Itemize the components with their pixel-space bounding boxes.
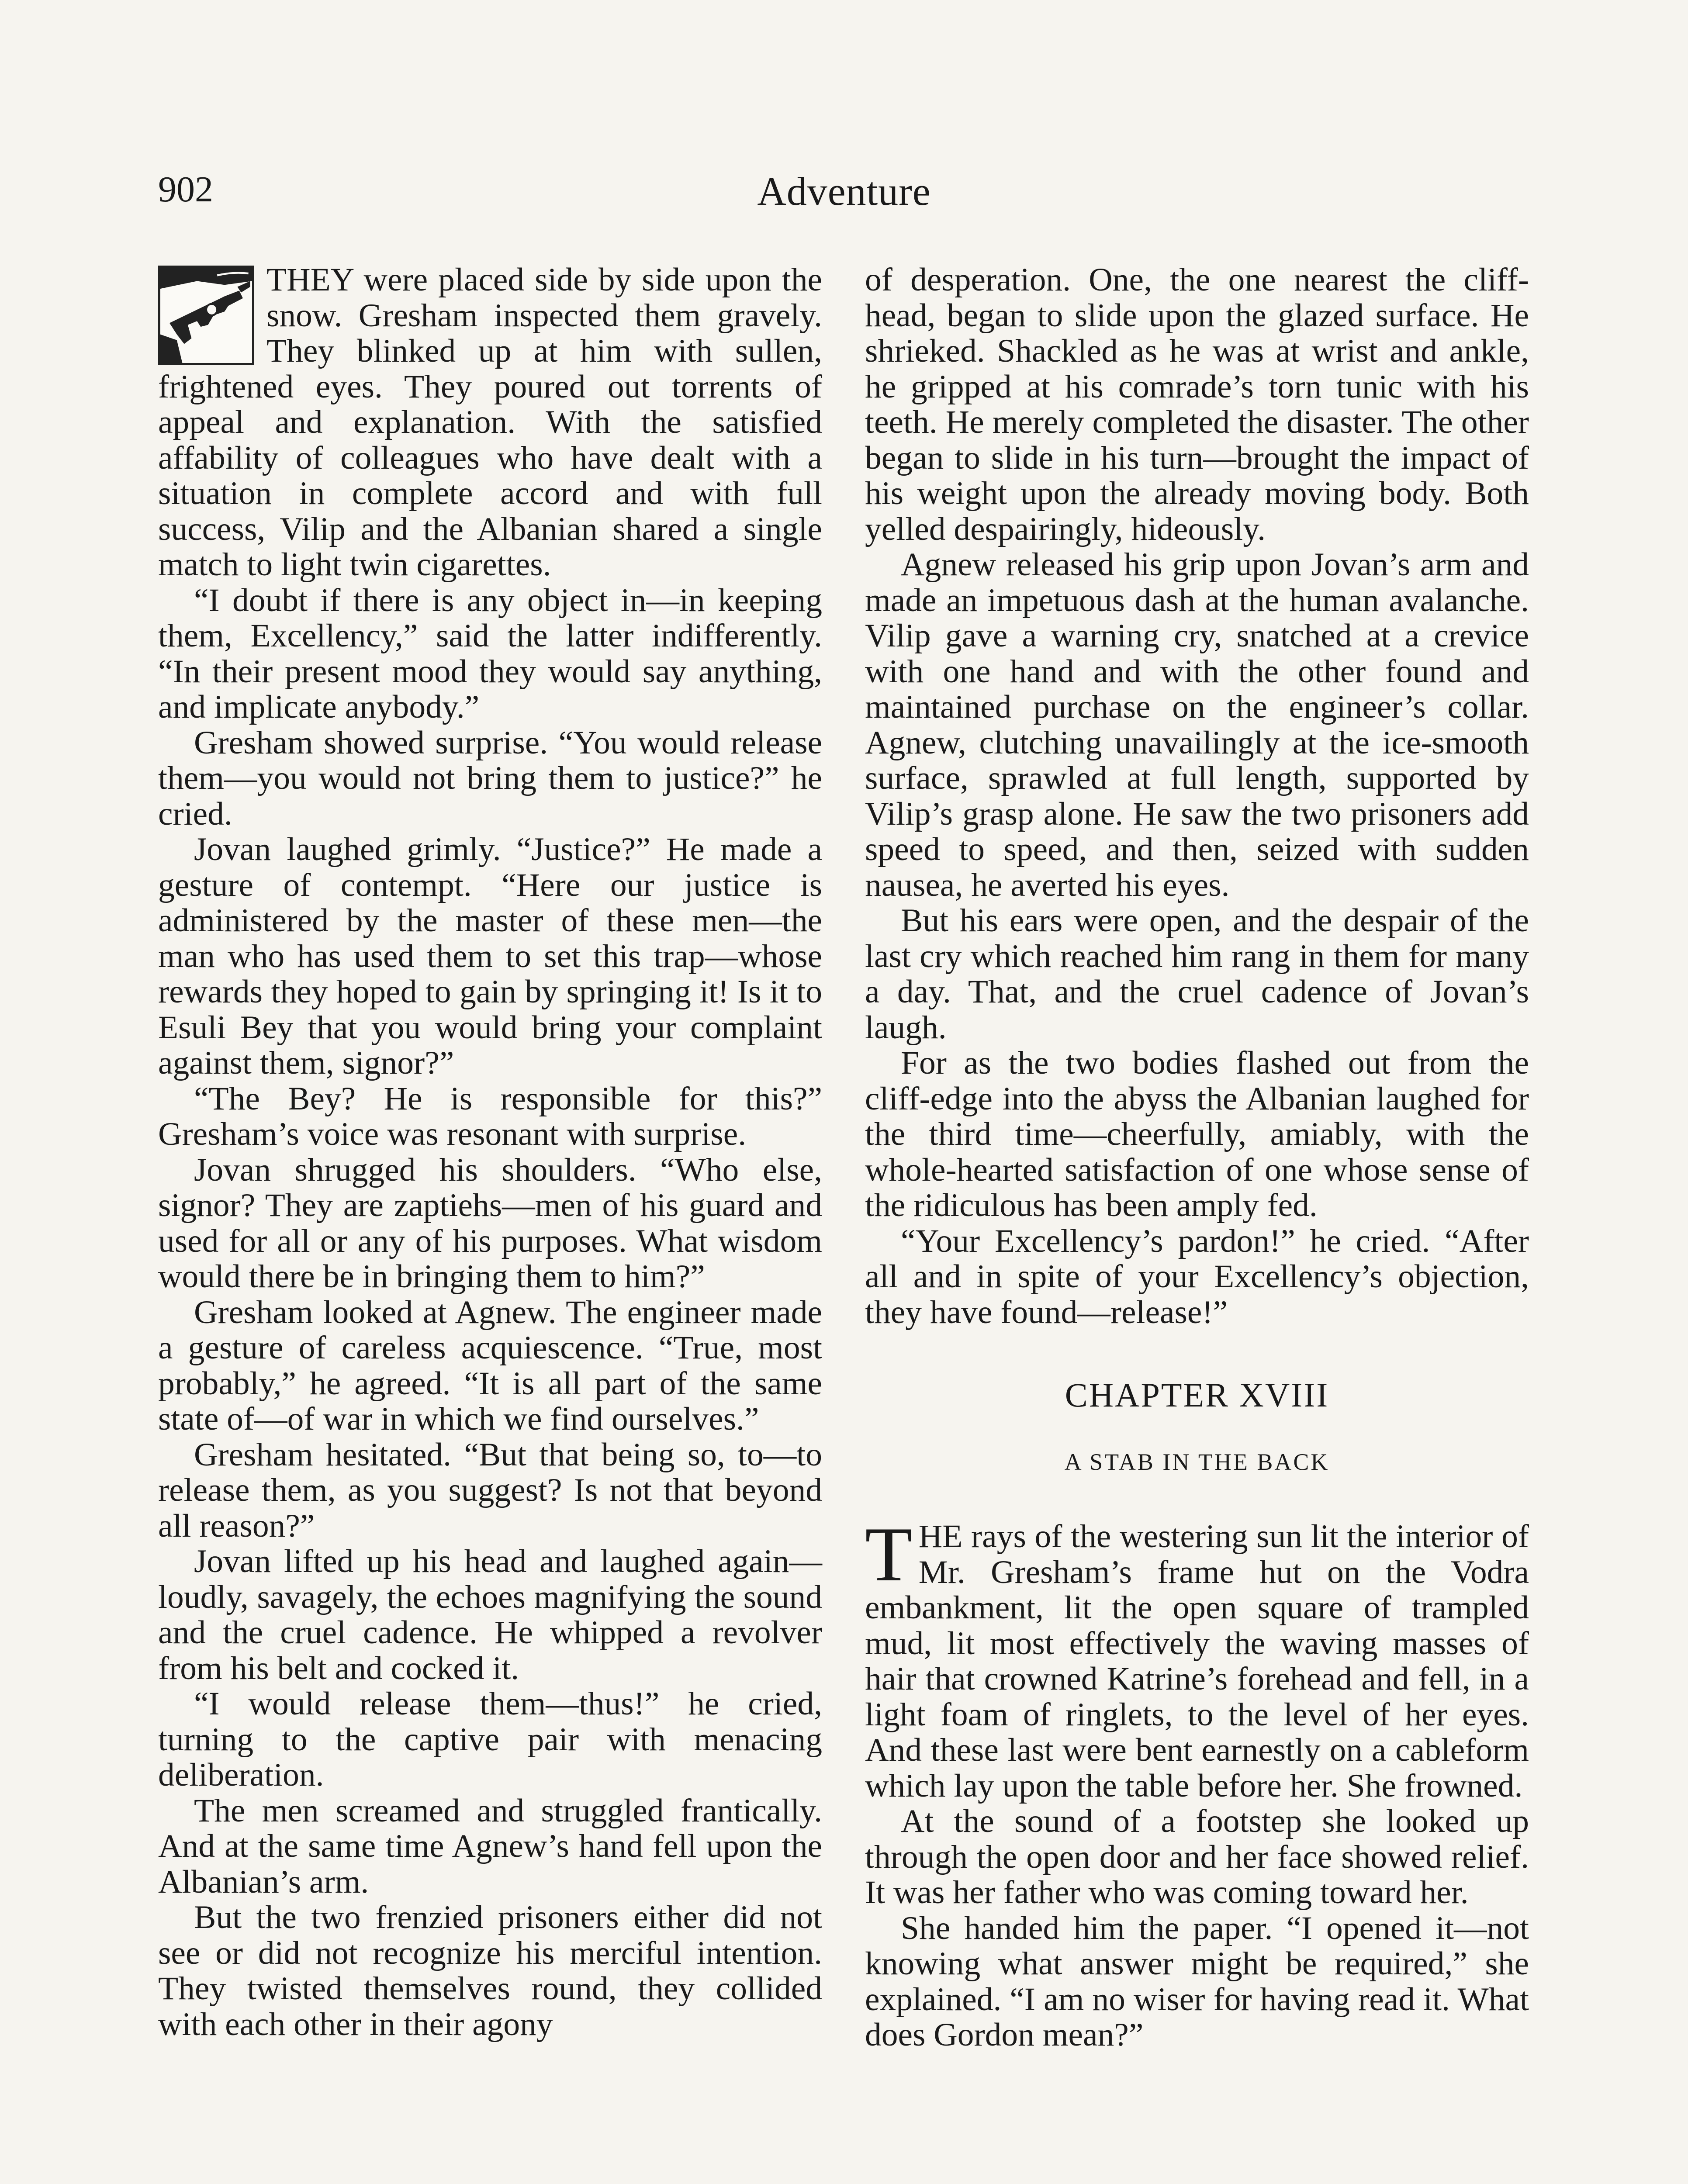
right-column <box>865 262 1529 2053</box>
paragraph: But the two frenzied prisoners either did not see or did not recognize his merciful intention. They twisted themselves round, they collided with each other in their agony <box>158 1899 822 2042</box>
paragraph: Jovan shrugged his shoulders. “Who else, signor? They are zaptiehs—men of his guard and used for all or any of his purposes. What wisdom would there be in bringing them to him?” <box>158 1151 822 1295</box>
chapter-heading: CHAPTER XVIII <box>1065 1376 1329 1414</box>
paragraph: Gresham hesitated. “But that being so, to—to release them, as you suggest? Is not that beyond all reason?” <box>158 1436 822 1544</box>
paragraph <box>158 262 822 583</box>
paragraph: Gresham looked at Agnew. The engineer made a gesture of careless acquiescence. “True, most probably,” he agreed. “It is all part of the same state of—of war in which we find ourselves.” <box>158 1294 822 1437</box>
chapter-subtitle: A STAB IN THE BACK <box>1064 1449 1330 1475</box>
paragraph: At the sound of a footstep she looked up through the open door and her face showed relief. It was her father who was coming toward her. <box>865 1803 1529 1911</box>
paragraph: But his ears were open, and the despair of the last cry which reached him rang in them for many a day. That, and the cruel cadence of Jovan’s laugh. <box>865 902 1529 1046</box>
paragraph: of desperation. One, the one nearest the cliff-head, began to slide upon the glazed surface. He shrieked. Shackled as he was at wrist and ankle, he gripped at his comrade’s torn tunic with his teeth. He merely completed the disaster. The other began to slide in his turn—brought the impact of his weight upon the already moving body. Both yelled despairingly, hideously. <box>865 262 1529 547</box>
paragraph: She handed him the paper. “I opened it—not knowing what answer might be required,” she explained. “I am no wiser for having read it. What does Gordon mean?” <box>865 1910 1529 2053</box>
revolver-vignette-icon <box>158 266 254 365</box>
paragraph: Agnew released his grip upon Jovan’s arm and made an impetuous dash at the human avalanche. Vilip gave a warning cry, snatched at a crevice with one hand and with the other found and maintained purchase on the engineer’s collar. Agnew, clutching unavailingly at the ice-smooth surface, sprawled at full length, supported by Vilip’s grasp alone. He saw the two prisoners add speed to speed, and then, seized with sudden nausea, he averted his eyes. <box>865 546 1529 903</box>
running-title: Adventure <box>757 169 931 214</box>
chapter-opening-paragraph <box>865 1511 1529 1804</box>
paragraph: “The Bey? He is responsible for this?” Gresham’s voice was resonant with surprise. <box>158 1080 822 1152</box>
paragraph: Gresham showed surprise. “You would release them—you would not bring them to justice?” he cried. <box>158 724 822 832</box>
page-number: 902 <box>158 169 213 210</box>
paragraph-text: HE rays of the westering sun lit the interior of Mr. Gresham’s frame hut on the Vodra embankment, lit the open square of trampled mud, lit most effectively the waving masses of hair that crowned Katrine’s forehead and fell, in a light foam of ringlets, to the level of her eyes. And these last were bent earnestly on a cableform which lay upon the table before her. She frowned. <box>865 1518 1529 1804</box>
paragraph: “I doubt if there is any object in—in keeping them, Excellency,” said the latter indifferently. “In their present mood they would say anything, and implicate anybody.” <box>158 582 822 725</box>
paragraph-text: THEY were placed side by side upon the snow. Gresham inspected them gravely. They blinked up at him with sullen, frightened eyes. They poured out torrents of appeal and explanation. With the satisfied affability of colleagues who have dealt with a situation in complete accord and with full success, Vilip and the Albanian shared a single match to light twin cigarettes. <box>158 262 822 583</box>
paragraph: Jovan laughed grimly. “Justice?” He made a gesture of contempt. “Here our justice is administered by the master of these men—the man who has used them to set this trap—whose rewards they hoped to gain by springing it! Is it to Esuli Bey that you would bring your complaint against them, signor?” <box>158 831 822 1081</box>
paragraph: “I would release them—thus!” he cried, turning to the captive pair with menacing deliberation. <box>158 1686 822 1793</box>
paragraph: “Your Excellency’s pardon!” he cried. “After all and in spite of your Excellency’s objection, they have found—release!” <box>865 1223 1529 1330</box>
left-column <box>158 262 822 2042</box>
paragraph: For as the two bodies flashed out from the cliff-edge into the abyss the Albanian laughed for the third time—cheerfully, amiably, with the whole-hearted satisfaction of one whose sense of the ridiculous has been amply fed. <box>865 1045 1529 1223</box>
drop-cap: T <box>865 1511 913 1597</box>
paragraph: Jovan lifted up his head and laughed again—loudly, savagely, the echoes magnifying the sound and the cruel cadence. He whipped a revolver from his belt and cocked it. <box>158 1543 822 1686</box>
paragraph: The men screamed and struggled frantically. And at the same time Agnew’s hand fell upon the Albanian’s arm. <box>158 1792 822 1900</box>
